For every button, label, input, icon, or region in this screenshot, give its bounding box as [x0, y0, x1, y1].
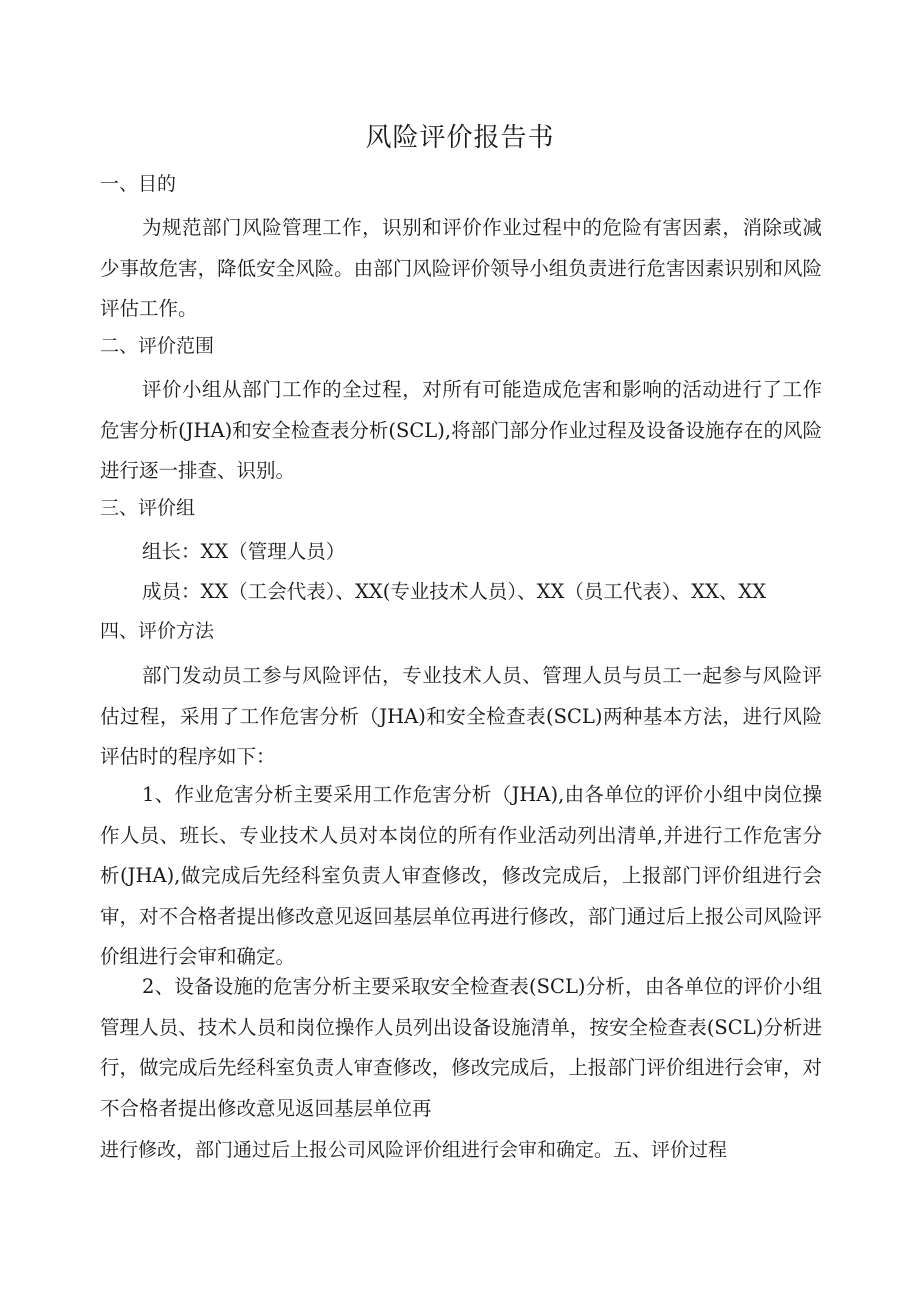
team-members-line: 成员：XX（工会代表）、XX(专业技术人员）、XX（员工代表）、XX、XX — [142, 580, 767, 603]
section-body-method: 部门发动员工参与风险评估，专业技术人员、管理人员与员工一起参与风险评估过程，采用了工作危害分析（JHA)和安全检查表(SCL)两种基本方法，进行风险评估时的程序如下： — [100, 664, 822, 768]
section-body-purpose: 为规范部门风险管理工作，识别和评价作业过程中的危险有害因素，消除或减少事故危害，降低安全风险。由部门风险评价领导小组负责进行危害因素识别和风险评估工作。 — [100, 216, 822, 320]
section-body-scope: 评价小组从部门工作的全过程，对所有可能造成危害和影响的活动进行了工作危害分析(JHA)和安全检查表分析(SCL),将部门部分作业过程及设备设施存在的风险进行逐一排查、识别。 — [100, 378, 822, 482]
section-heading-method: 四、评价方法 — [100, 620, 215, 642]
method-item-scl: 2、设备设施的危害分析主要采取安全检查表(SCL)分析，由各单位的评价小组管理人员、技术人员和岗位操作人员列出设备设施清单，按安全检查表(SCL)分析进行，做完成后先经科室负责人审查修改，修改完成后，上报部门评价组进行会审，对不合格者提出修改意见返回基层单位再 — [100, 975, 822, 1120]
section-heading-purpose: 一、目的 — [100, 173, 177, 195]
document-title: 风险评价报告书 — [365, 123, 555, 153]
section-heading-team: 三、评价组 — [100, 497, 196, 519]
section-heading-scope: 二、评价范围 — [100, 335, 215, 357]
continuation-line: 进行修改，部门通过后上报公司风险评价组进行会审和确定。五、评价过程 — [100, 1139, 728, 1161]
method-item-jha: 1、作业危害分析主要采用工作危害分析（JHA),由各单位的评价小组中岗位操作人员、班长、专业技术人员对本岗位的所有作业活动列出清单,并进行工作危害分析(JHA),做完成后先经科室负责人审查修改，修改完成后，上报部门评价组进行会审，对不合格者提出修改意见返回基层单位再进行修改，部门通过后上报公司风险评价组进行会审和确定。 — [100, 783, 822, 968]
team-leader-line: 组长：XX（管理人员） — [142, 540, 346, 563]
